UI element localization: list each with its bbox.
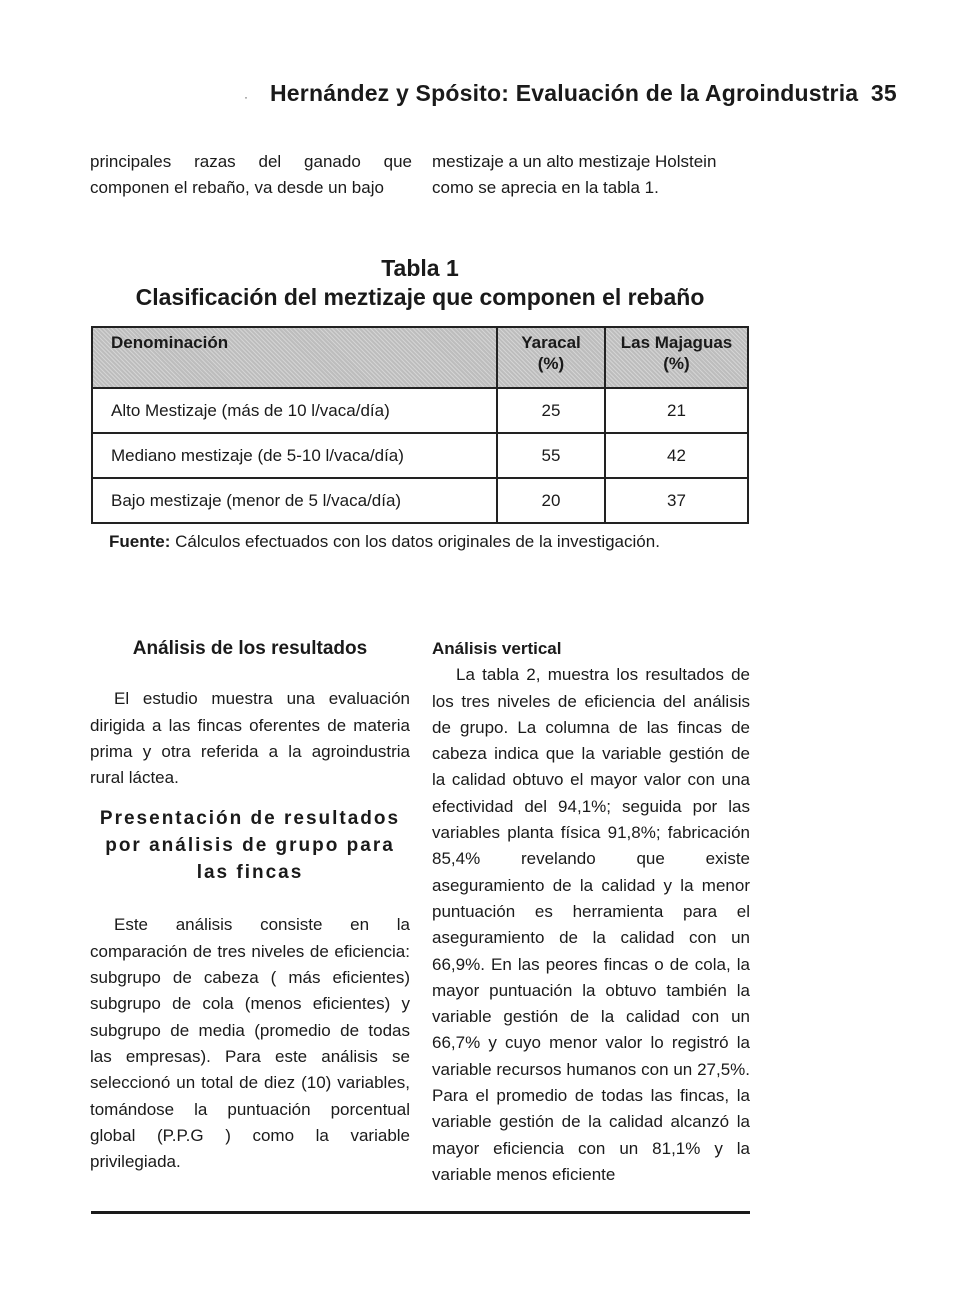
row-label: Bajo mestizaje (menor de 5 l/vaca/día) bbox=[92, 478, 497, 523]
table-title: Tabla 1 bbox=[381, 255, 459, 281]
header-yaracal-label: Yaracal bbox=[521, 333, 581, 352]
right-column bbox=[432, 636, 750, 1188]
intro-right-column bbox=[432, 149, 752, 202]
source-text: Cálculos efectuados con los datos originales de la investigación. bbox=[175, 532, 660, 551]
header-majaguas bbox=[605, 327, 748, 388]
group-analysis-heading bbox=[90, 805, 410, 886]
majaguas-value: 21 bbox=[605, 388, 748, 433]
running-header bbox=[270, 80, 897, 107]
table-caption bbox=[90, 254, 750, 312]
left-column bbox=[90, 636, 410, 1175]
table-row bbox=[92, 478, 748, 523]
vertical-analysis-paragraph: La tabla 2, muestra los resultados de los tres niveles de eficiencia del análisis de grupo. La columna de las fincas de cabeza indica que la variable gestión de la calidad obtuvo el mayor valor con una efectividad del 94,1%; seguida por las variables planta física 91,8%; fabricación 85,4% revelando que existe aseguramiento de la calidad y la menor puntuación es herramienta para el aseguramiento de la calidad con un 66,9%. En las peores fincas o de cola, la mayor puntuación la obtuvo también la variable gestión de la calidad con un 66,7% y cuyo menor valor lo registró la variable recursos humanos con un 27,5%. Para el promedio de todas las fincas, la variable gestión de la calidad alcanzó la mayor eficiencia con un 81,1% y la variable menos eficiente bbox=[432, 665, 750, 1184]
running-title: Hernández y Spósito: Evaluación de la Agroindustria bbox=[270, 80, 859, 106]
table-row bbox=[92, 388, 748, 433]
header-yaracal bbox=[497, 327, 605, 388]
results-heading: Análisis de los resultados bbox=[132, 638, 368, 659]
majaguas-value: 42 bbox=[605, 433, 748, 478]
intro-left-column bbox=[90, 149, 412, 202]
table-header-row bbox=[92, 327, 748, 388]
header-majaguas-label: Las Majaguas bbox=[620, 333, 733, 352]
group-heading-line-3: las fincas bbox=[196, 862, 304, 884]
table-subtitle: Clasificación del meztizaje que componen el rebaño bbox=[135, 284, 705, 310]
header-yaracal-unit: (%) bbox=[537, 354, 565, 373]
group-heading-line-2: por análisis de grupo para bbox=[105, 835, 395, 857]
table-source bbox=[109, 532, 660, 552]
header-denominacion: Denominación bbox=[92, 327, 497, 388]
intro-left-text: principales razas del ganado que componen el rebaño, va desde un bajo bbox=[90, 152, 412, 198]
yaracal-value: 55 bbox=[497, 433, 605, 478]
yaracal-value: 20 bbox=[497, 478, 605, 523]
page-number: 35 bbox=[870, 80, 897, 106]
group-analysis-paragraph: Este análisis consiste en la comparación de tres niveles de eficiencia: subgrupo de cabeza ( más eficientes) subgrupo de cola (menos eficientes) y subgrupo de media (promedio de todas las empresas). Para este análisis se seleccionó un total de diez (10) variables, tomándose la puntuación porcentual global (P.P.G ) como la variable privilegiada. bbox=[90, 915, 410, 1172]
row-label: Mediano mestizaje (de 5-10 l/vaca/día) bbox=[92, 433, 497, 478]
source-label: Fuente: bbox=[109, 532, 171, 551]
header-majaguas-unit: (%) bbox=[663, 354, 690, 373]
header-mark: · bbox=[244, 90, 248, 104]
results-paragraph: El estudio muestra una evaluación dirigida a las fincas oferentes de materia prima y otra referida a la agroindustria rural láctea. bbox=[90, 689, 410, 788]
intro-right-text: mestizaje a un alto mestizaje Holstein como se aprecia en la tabla 1. bbox=[432, 152, 717, 198]
majaguas-value: 37 bbox=[605, 478, 748, 523]
vertical-analysis-heading: Análisis vertical bbox=[432, 639, 562, 658]
group-heading-line-1: Presentación de resultados bbox=[99, 808, 401, 830]
mestizaje-table bbox=[91, 326, 749, 524]
row-label: Alto Mestizaje (más de 10 l/vaca/día) bbox=[92, 388, 497, 433]
bottom-rule bbox=[91, 1211, 750, 1214]
table-row bbox=[92, 433, 748, 478]
yaracal-value: 25 bbox=[497, 388, 605, 433]
